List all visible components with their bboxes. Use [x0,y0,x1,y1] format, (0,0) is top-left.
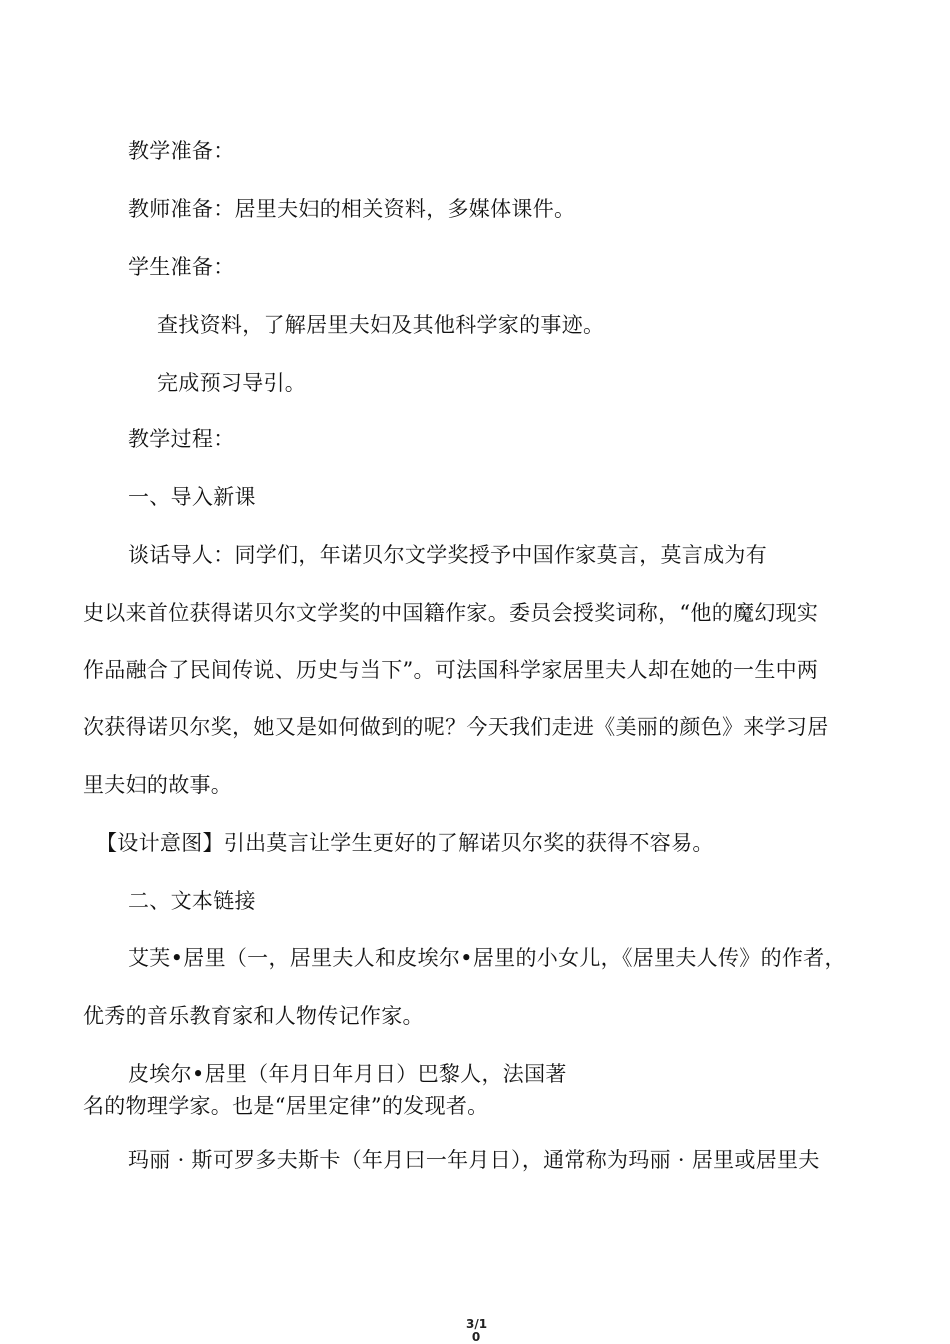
paragraph-line: 学生准备： [128,255,235,279]
section-heading-preparation: 教学准备： [128,139,235,163]
paragraph-line: 完成预习导引。 [157,371,307,395]
page-number-text: 3/1 0 [466,1317,488,1344]
paragraph-line: 艾芙•居里（一，居里夫人和皮埃尔•居里的小女儿，《居里夫人传》的作者， [128,946,846,970]
design-intent-note: 【设计意图】引出莫言让学生更好的了解诺贝尔奖的获得不容易。 [96,831,714,855]
paragraph-line: 里夫妇的故事。 [83,773,233,797]
paragraph-line: 皮埃尔•居里（年月日年月日）巴黎人，法国著 [128,1062,567,1086]
paragraph-line: 查找资料，了解居里夫妇及其他科学家的事迹。 [157,313,605,337]
paragraph-line: 次获得诺贝尔奖，她又是如何做到的呢？今天我们走进《美丽的颜色》来学习居 [83,715,829,739]
paragraph-line: 作品融合了民间传说、历史与当下”。可法国科学家居里夫人却在她的一生中两 [83,658,819,682]
paragraph-line: 优秀的音乐教育家和人物传记作家。 [83,1004,424,1028]
paragraph-line: 名的物理学家。也是“居里定律”的发现者。 [83,1094,489,1118]
page-number [466,1318,486,1344]
section-heading-intro: 一、导入新课 [128,485,256,509]
section-heading-text-link: 二、文本链接 [128,889,256,913]
paragraph-line: 史以来首位获得诺贝尔文学奖的中国籍作家。委员会授奖词称，“他的魔幻现实 [83,601,819,625]
paragraph-line: 玛丽 · 斯可罗多夫斯卡（年月曰一年月日），通常称为玛丽 · 居里或居里夫 [128,1148,820,1172]
section-heading-process: 教学过程： [128,427,235,451]
paragraph-line: 教师准备：居里夫妇的相关资料，多媒体课件。 [128,197,576,221]
paragraph-line: 谈话导人：同学们，年诺贝尔文学奖授予中国作家莫言，莫言成为有 [128,543,767,567]
